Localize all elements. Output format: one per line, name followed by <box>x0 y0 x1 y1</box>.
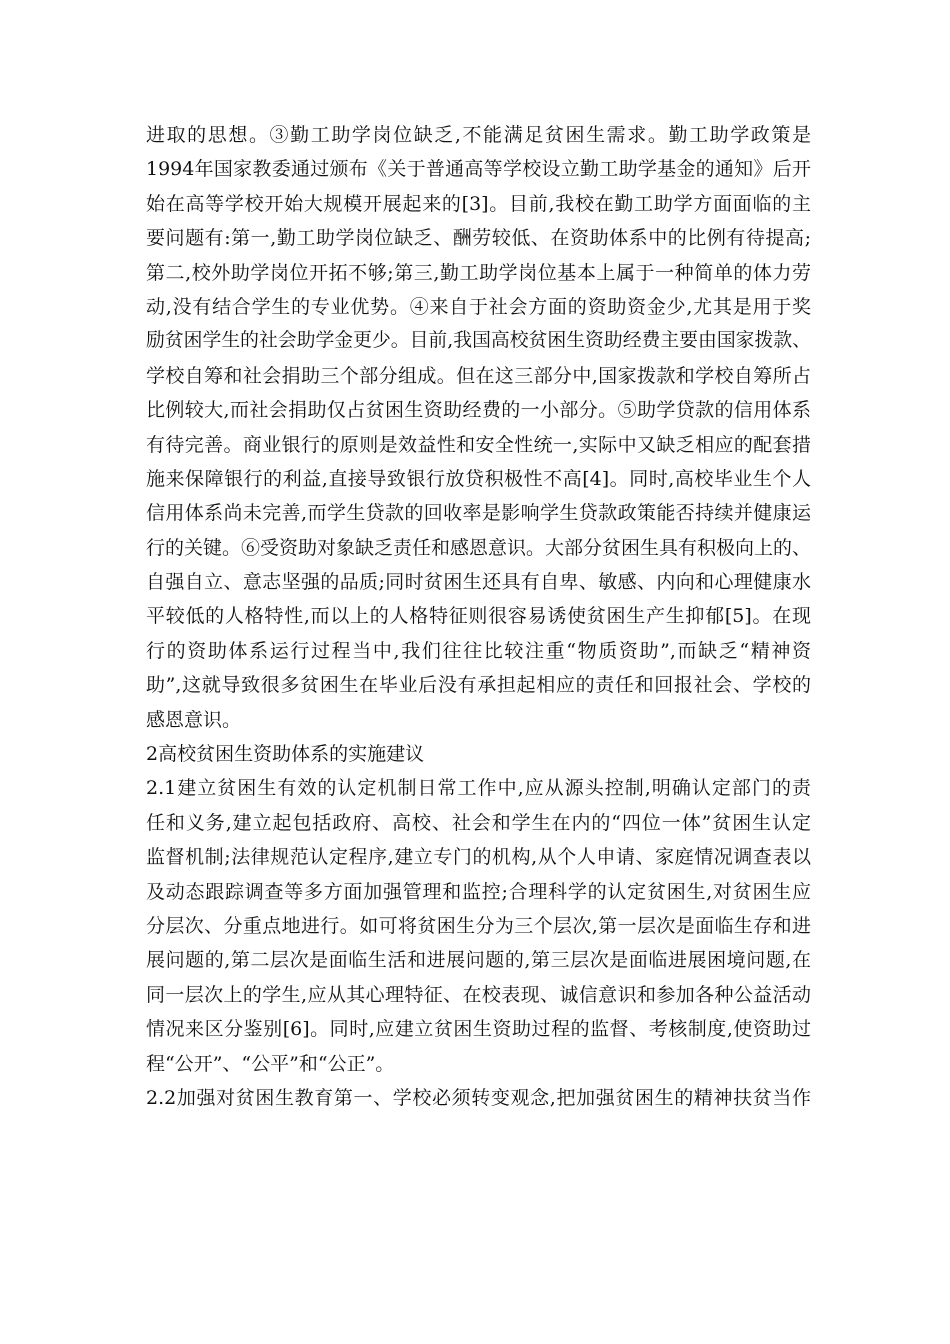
text-line: 任和义务,建立起包括政府、高校、社会和学生在内的“四位一体”贫困生认定 <box>146 811 811 834</box>
text-line: 分层次、分重点地进行。如可将贫困生分为三个层次,第一层次是面临生存和进 <box>146 914 811 937</box>
text-line: 自强自立、意志坚强的品质;同时贫困生还具有自卑、敏感、内向和心理健康水 <box>146 571 811 594</box>
text-line: 学校自筹和社会捐助三个部分组成。但在这三部分中,国家拨款和学校自筹所占 <box>146 364 811 387</box>
text-line: 监督机制;法律规范认定程序,建立专门的机构,从个人申请、家庭情况调查表以 <box>146 846 811 869</box>
body-text <box>146 118 811 1115</box>
text-line: 要问题有:第一,勤工助学岗位缺乏、酬劳较低、在资助体系中的比例有待提高; <box>146 227 811 250</box>
text-line: 及动态跟踪调查等多方面加强管理和监控;合理科学的认定贫困生,对贫困生应 <box>146 880 811 903</box>
text-line: 施来保障银行的利益,直接导致银行放贷积极性不高[4]。同时,高校毕业生个人 <box>146 467 811 490</box>
subsection-text-line: 2.1建立贫困生有效的认定机制日常工作中,应从源头控制,明确认定部门的责 <box>146 777 811 800</box>
text-line: 行的资助体系运行过程当中,我们往往比较注重“物质资助”,而缺乏“精神资 <box>146 639 811 662</box>
text-line: 情况来区分鉴别[6]。同时,应建立贫困生资助过程的监督、考核制度,使资助过 <box>146 1018 811 1041</box>
text-line: 动,没有结合学生的专业优势。④来自于社会方面的资助资金少,尤其是用于奖 <box>146 295 811 318</box>
text-line: 程“公开”、“公平”和“公正”。 <box>146 1052 395 1075</box>
text-line: 1994年国家教委通过颁布《关于普通高等学校设立勤工助学基金的通知》后开 <box>146 158 811 181</box>
text-line: 感恩意识。 <box>146 708 242 731</box>
text-line: 第二,校外助学岗位开拓不够;第三,勤工助学岗位基本上属于一种简单的体力劳 <box>146 261 811 284</box>
text-line: 同一层次上的学生,应从其心理特征、在校表现、诚信意识和参加各种公益活动 <box>146 983 811 1006</box>
text-line: 始在高等学校开始大规模开展起来的[3]。目前,我校在勤工助学方面面临的主 <box>146 192 811 215</box>
text-line: 助”,这就导致很多贫困生在毕业后没有承担起相应的责任和回报社会、学校的 <box>146 674 811 697</box>
text-line: 有待完善。商业银行的原则是效益性和安全性统一,实际中又缺乏相应的配套措 <box>146 433 811 456</box>
subsection-text-line: 2.2加强对贫困生教育第一、学校必须转变观念,把加强贫困生的精神扶贫当作 <box>146 1086 811 1109</box>
text-line: 信用体系尚未完善,而学生贷款的回收率是影响学生贷款政策能否持续并健康运 <box>146 502 811 525</box>
text-line: 比例较大,而社会捐助仅占贫困生资助经费的一小部分。⑤助学贷款的信用体系 <box>146 399 811 422</box>
text-line: 展问题的,第二层次是面临生活和进展问题的,第三层次是面临进展困境问题,在 <box>146 949 811 972</box>
text-line: 励贫困学生的社会助学金更少。目前,我国高校贫困生资助经费主要由国家拨款、 <box>146 330 811 352</box>
text-line: 行的关键。⑥受资助对象缺乏责任和感恩意识。大部分贫困生具有积极向上的、 <box>146 536 812 559</box>
section-heading: 2高校贫困生资助体系的实施建议 <box>146 743 425 766</box>
text-line: 平较低的人格特性,而以上的人格特征则很容易诱使贫困生产生抑郁[5]。在现 <box>146 605 811 628</box>
text-line: 进取的思想。③勤工助学岗位缺乏,不能满足贫困生需求。勤工助学政策是 <box>146 124 811 146</box>
